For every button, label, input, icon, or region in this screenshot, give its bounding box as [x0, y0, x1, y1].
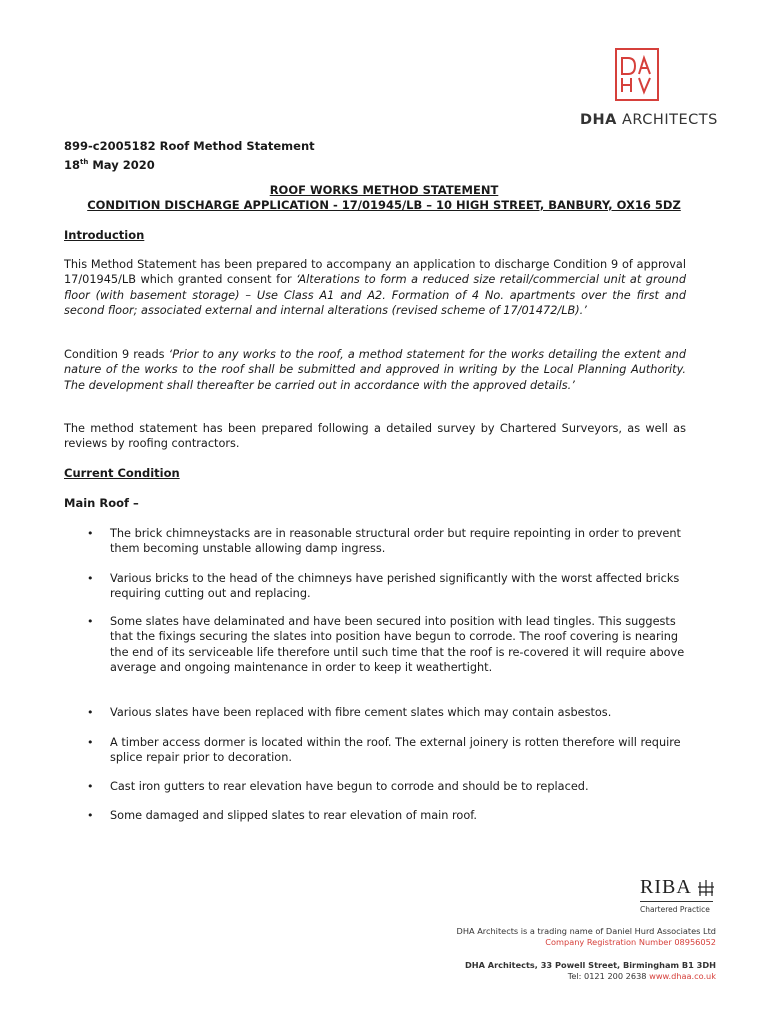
introduction-paragraph-1: This Method Statement has been prepared to accompany an application to discharge Condition 9 of approval 17/01945/LB which granted consent for ‘Alterations to form a reduced size retail/commercial unit at ground floor (with basement storage) – Use Class A1 and A2. Formation of 4 No. apartments over the first and second floor; associated external and internal alterations (revised scheme of 17/01472/LB).’: [64, 258, 686, 317]
introduction-paragraph-3: The method statement has been prepared following a detailed survey by Chartered Surveyors, as well as reviews by roofing contractors.: [64, 422, 686, 451]
list-item: • Some slates have delaminated and have been secured into position with lead tingles. This suggests that the fixings securing the slates into position have begun to corrode. The roof covering is nearing the end of its serviceable life therefore until such time that the roof is re-covered it will require above average and ongoing maintenance in order to keep it weathertight.: [87, 615, 685, 674]
company-registration: Company Registration Number 08956052: [545, 937, 716, 947]
reference-title: 899-c2005182 Roof Method Statement: [64, 139, 315, 153]
main-roof-subheading: Main Roof –: [64, 496, 139, 510]
telephone: Tel: 0121 200 2638: [567, 971, 647, 981]
riba-logo: RIBA: [640, 876, 692, 898]
riba-crest-icon: [697, 878, 715, 898]
current-condition-heading: Current Condition: [64, 466, 180, 480]
website-link[interactable]: www.dhaa.co.uk: [649, 971, 716, 981]
bullet-icon: •: [87, 780, 94, 793]
dha-logo-icon: [615, 48, 659, 101]
bullet-icon: •: [87, 615, 94, 628]
reference-date: 18th May 2020: [64, 157, 155, 172]
list-item: • Various bricks to the head of the chimneys have perished significantly with the worst affected bricks requiring cutting out and replacing.: [87, 572, 680, 601]
document-subtitle: CONDITION DISCHARGE APPLICATION - 17/01945/LB – 10 HIGH STREET, BANBURY, OX16 5DZ: [87, 198, 681, 212]
document-reference: [64, 138, 315, 173]
bullet-icon: •: [87, 706, 94, 719]
list-item: • Cast iron gutters to rear elevation have begun to corrode and should be to replaced.: [87, 780, 589, 793]
bullet-icon: •: [87, 809, 94, 822]
bullet-icon: •: [87, 527, 94, 540]
bullet-icon: •: [87, 736, 94, 749]
address-line: DHA Architects, 33 Powell Street, Birmingham B1 3DH: [464, 960, 716, 970]
list-item: • The brick chimneystacks are in reasonable structural order but require repointing in order to prevent them becoming unstable allowing damp ingress.: [87, 527, 681, 556]
introduction-paragraph-2: Condition 9 reads ‘Prior to any works to the roof, a method statement for the works detailing the extent and nature of the works to the roof shall be submitted and approved in writing by the Local Planning Authority. The development shall thereafter be carried out in accordance with the approved details.’: [64, 348, 686, 392]
list-item: • Some damaged and slipped slates to rear elevation of main roof.: [87, 809, 477, 822]
bullet-icon: •: [87, 572, 94, 585]
introduction-heading: Introduction: [64, 228, 145, 242]
contact-line: [568, 971, 716, 982]
riba-subtitle: Chartered Practice: [640, 905, 710, 914]
list-item: • A timber access dormer is located within the roof. The external joinery is rotten therefore will require splice repair prior to decoration.: [87, 736, 681, 765]
list-item: • Various slates have been replaced with fibre cement slates which may contain asbestos.: [87, 706, 612, 719]
riba-divider: [640, 901, 713, 902]
brand-name: DHA ARCHITECTS: [580, 112, 718, 128]
trading-name-line: DHA Architects is a trading name of Daniel Hurd Associates Ltd: [456, 926, 716, 936]
document-title: ROOF WORKS METHOD STATEMENT: [269, 183, 499, 197]
